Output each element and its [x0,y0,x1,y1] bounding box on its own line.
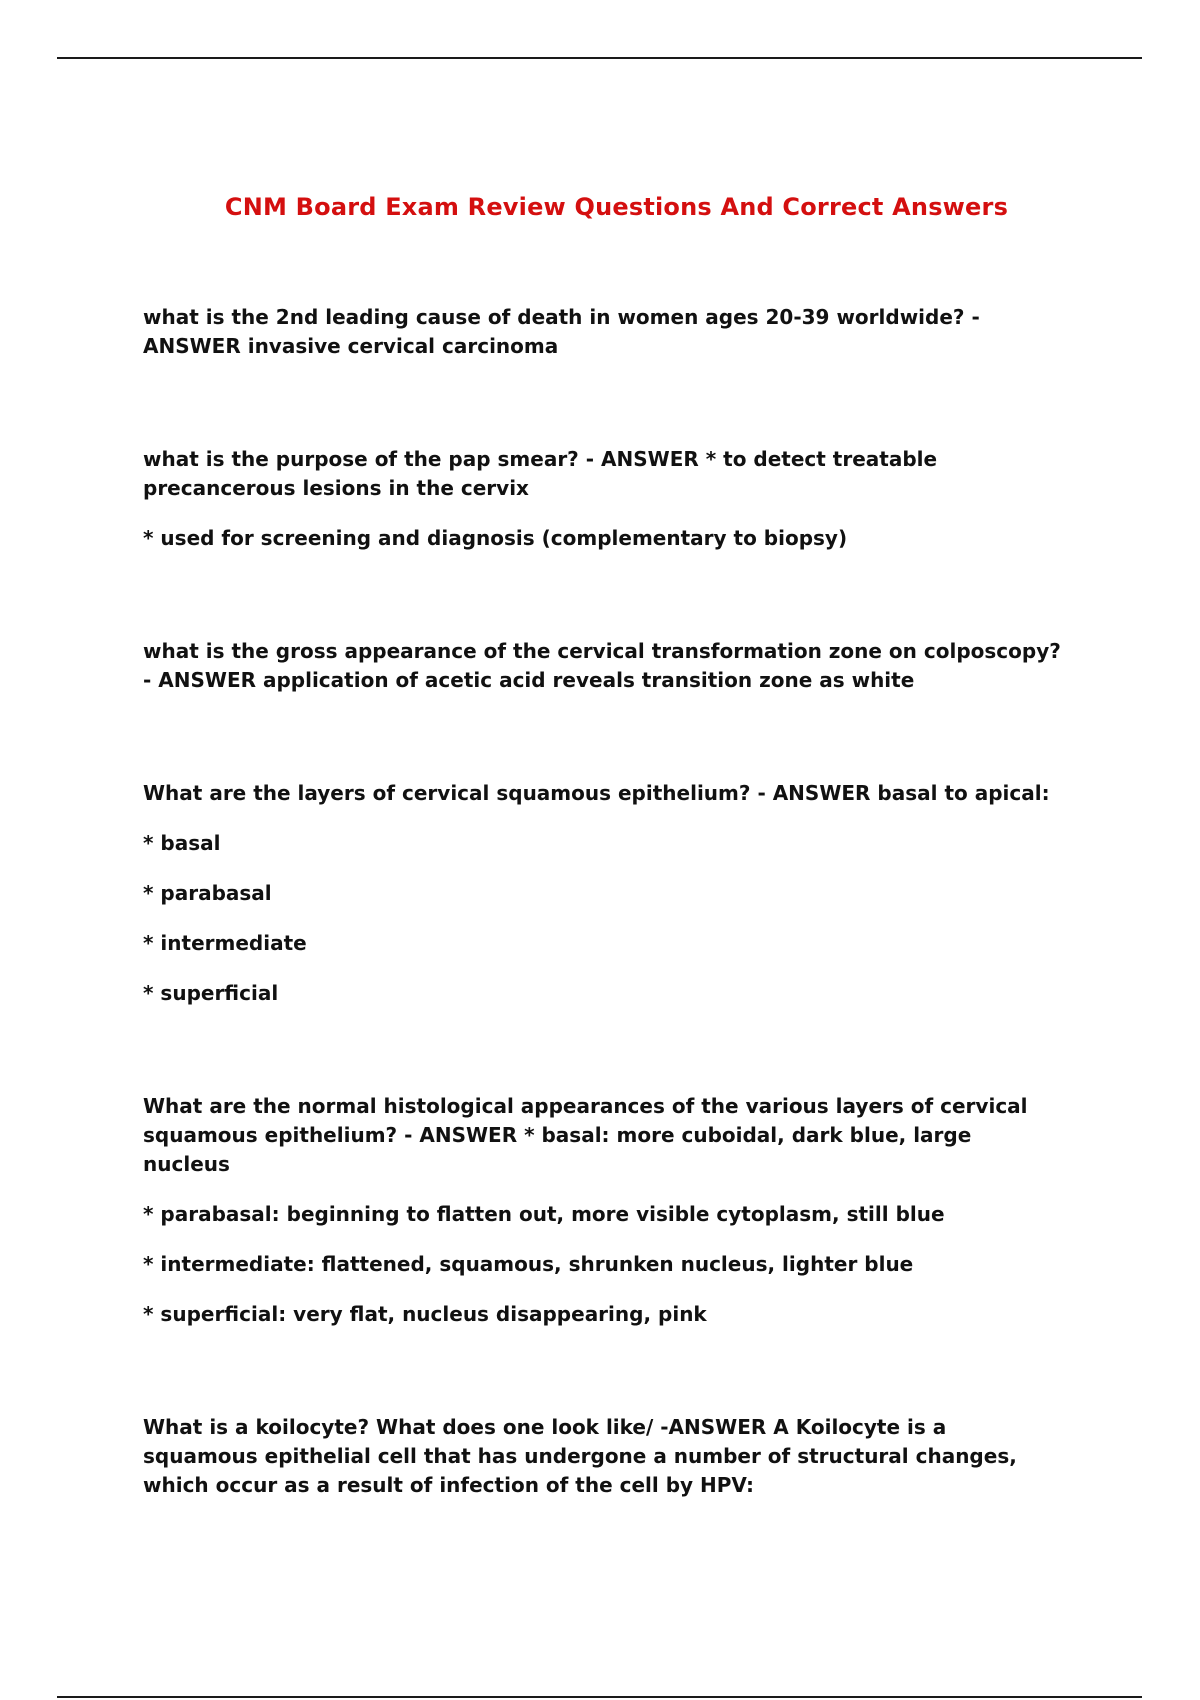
qa-item [143,303,1063,361]
qa-item [143,445,1063,553]
qa-bullet: * used for screening and diagnosis (complementary to biopsy) [143,526,848,550]
document-body [143,303,1063,1584]
qa-question: What are the layers of cervical squamous epithelium? - ANSWER basal to apical: [143,781,1050,805]
qa-bullet: * intermediate: flattened, squamous, shrunken nucleus, lighter blue [143,1252,914,1276]
qa-item [143,779,1063,1008]
qa-question: what is the 2nd leading cause of death in women ages 20-39 worldwide? - ANSWER invasive cervical carcinoma [143,305,980,358]
qa-bullet: * parabasal [143,881,272,905]
qa-question: what is the purpose of the pap smear? - ANSWER * to detect treatable precancerous lesions in the cervix [143,447,938,500]
qa-question: what is the gross appearance of the cervical transformation zone on colposcopy? - ANSWER application of acetic acid reveals transition zone as white [143,639,1061,692]
qa-item [143,1413,1063,1500]
qa-bullet: * basal [143,831,221,855]
document-title: CNM Board Exam Review Questions And Correct Answers [224,193,1009,221]
footer-rule [57,1696,1142,1698]
qa-bullet: * parabasal: beginning to flatten out, more visible cytoplasm, still blue [143,1202,945,1226]
qa-bullet: * intermediate [143,931,307,955]
qa-bullet: * superficial [143,981,279,1005]
qa-item [143,637,1063,695]
qa-question: What are the normal histological appearances of the various layers of cervical squamous epithelium? - ANSWER * basal: more cuboidal, dark blue, large nucleus [143,1094,1028,1176]
qa-item [143,1092,1063,1329]
qa-bullet: * superficial: very flat, nucleus disappearing, pink [143,1302,707,1326]
qa-question: What is a koilocyte? What does one look like/ -ANSWER A Koilocyte is a squamous epithelial cell that has undergone a number of structural changes, which occur as a result of infection of the cell by HPV: [143,1415,1017,1497]
header-rule [57,57,1142,59]
